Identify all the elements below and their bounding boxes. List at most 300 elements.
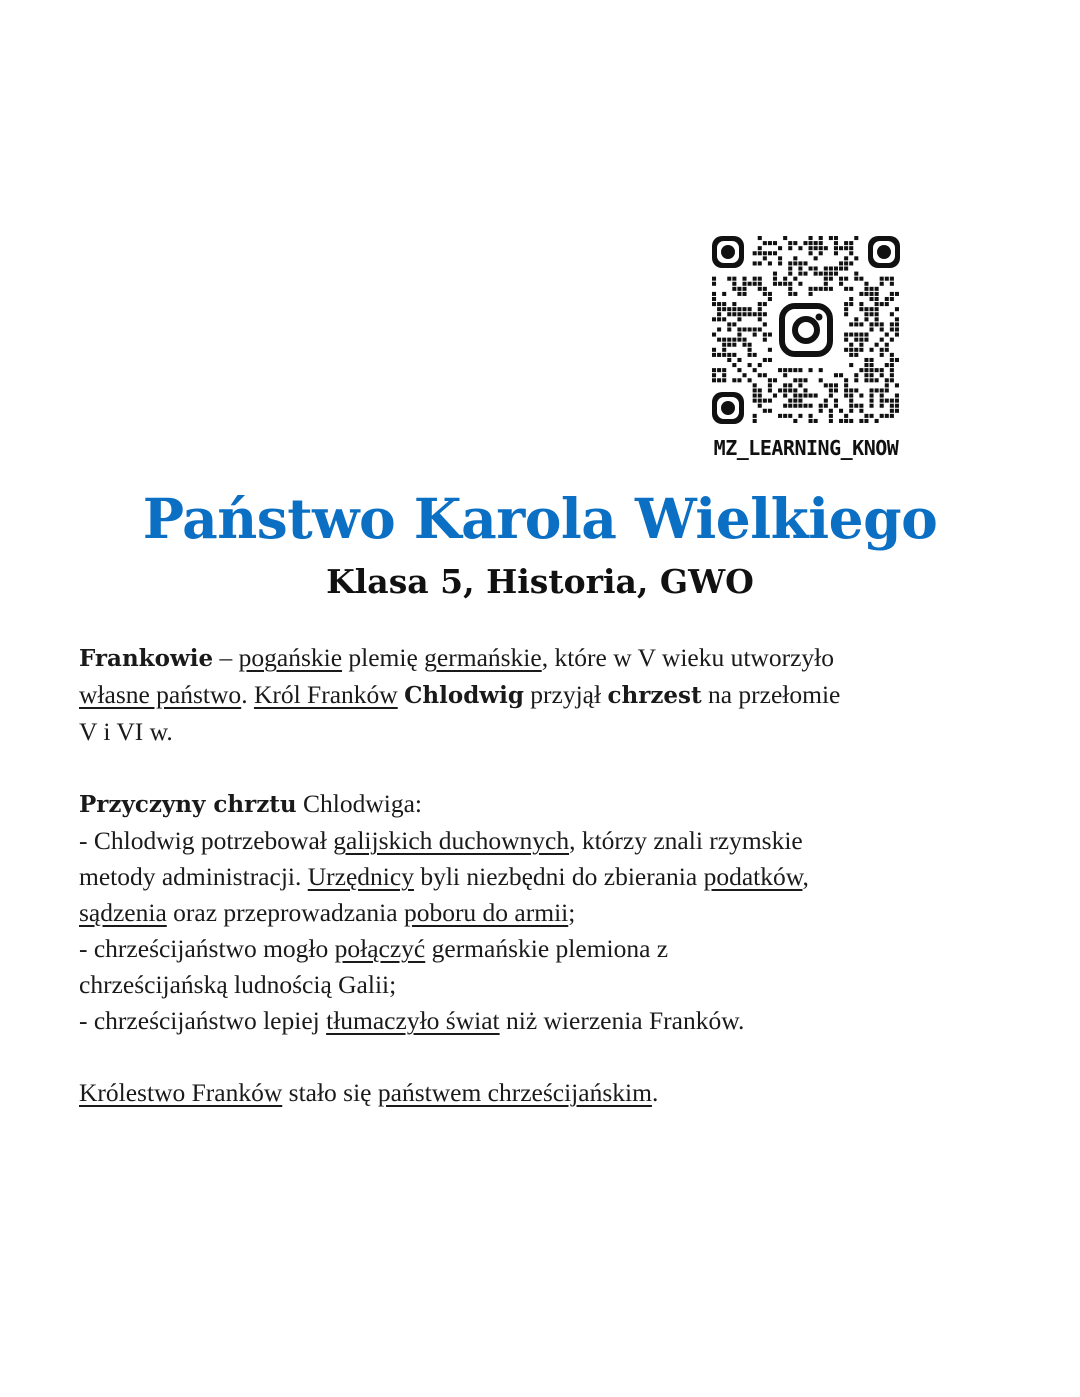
qr-module [778,246,782,250]
qr-module [880,348,884,352]
qr-module [870,297,874,301]
qr-module [895,307,899,311]
qr-module [798,261,802,265]
qr-module [742,373,746,377]
qr-module [880,327,884,331]
qr-module [859,343,863,347]
text: ; [568,898,576,927]
qr-module [834,272,838,276]
qr-module [849,251,853,255]
qr-module [834,373,838,377]
qr-module [712,277,716,281]
qr-module [890,327,894,331]
text: oraz przeprowadzania [166,898,404,927]
qr-module [793,378,797,382]
qr-module [793,404,797,408]
qr-module [788,388,792,392]
qr-module [809,394,813,398]
qr-module [778,414,782,418]
qr-module [819,241,823,245]
qr-module [788,292,792,296]
term-germanskie: germańskie [424,643,542,672]
qr-module [890,404,894,408]
qr-module [727,322,731,326]
qr-module [854,317,858,321]
qr-module [870,404,874,408]
qr-module [880,353,884,357]
qr-code-block [704,232,908,460]
qr-module [829,419,833,423]
qr-module [753,312,757,316]
qr-module [844,378,848,382]
qr-module [834,266,838,270]
qr-module [722,338,726,342]
qr-module [880,322,884,326]
qr-module [829,272,833,276]
qr-module [753,383,757,387]
qr-module [737,368,741,372]
qr-module [798,266,802,270]
qr-module [748,353,752,357]
qr-module [814,241,818,245]
text: . [241,680,254,709]
qr-module [829,414,833,418]
qr-module [717,327,721,331]
qr-module [875,312,879,316]
qr-module [773,282,777,286]
qr-module [788,261,792,265]
qr-module [849,348,853,352]
qr-module [829,388,833,392]
qr-module [798,282,802,286]
qr-module [753,399,757,403]
qr-module [834,404,838,408]
qr-module [798,378,802,382]
qr-module [727,338,731,342]
qr-module [870,363,874,367]
qr-module [854,353,858,357]
qr-module [748,307,752,311]
qr-module [844,419,848,423]
qr-module [712,368,716,372]
qr-module [864,307,868,311]
qr-module [722,292,726,296]
qr-module [758,246,762,250]
qr-module [875,343,879,347]
qr-module [875,378,879,382]
qr-module [890,322,894,326]
qr-module [854,277,858,281]
qr-module [844,333,848,337]
qr-module [793,292,797,296]
qr-module [880,368,884,372]
qr-module [849,322,853,326]
qr-module [864,358,868,362]
text: germańskie plemiona z [425,934,669,963]
qr-module [763,241,767,245]
qr-module [829,236,833,240]
qr-module [890,297,894,301]
qr-module [809,246,813,250]
qr-module [717,302,721,306]
qr-module [768,383,772,387]
qr-module [712,292,716,296]
qr-module [880,388,884,392]
qr-module [844,287,848,291]
qr-module [737,292,741,296]
qr-module [712,333,716,337]
qr-module [722,368,726,372]
finder-top-right [868,236,900,268]
text: byli niezbędni do zbierania [413,862,704,891]
qr-module [895,409,899,413]
qr-module [793,399,797,403]
qr-module [870,373,874,377]
qr-module [758,307,762,311]
instagram-qr-code[interactable] [708,232,904,428]
qr-module [732,338,736,342]
qr-module [798,272,802,276]
qr-module [875,368,879,372]
qr-module [778,368,782,372]
qr-module [885,414,889,418]
qr-module [890,358,894,362]
qr-module [890,338,894,342]
term-krolestwo-frankow: Królestwo Franków [79,1078,283,1107]
text: , którzy znali rzymskie [569,826,803,855]
qr-module [880,399,884,403]
qr-module [875,307,879,311]
qr-module [722,302,726,306]
qr-module [839,409,843,413]
qr-module [814,246,818,250]
qr-module [814,419,818,423]
qr-module [768,297,772,301]
qr-module [763,333,767,337]
qr-module [895,383,899,387]
qr-module [880,414,884,418]
qr-module [849,353,853,357]
qr-module [859,409,863,413]
qr-module [870,358,874,362]
qr-module [768,241,772,245]
qr-module [768,251,772,255]
qr-module [793,256,797,260]
qr-module [778,256,782,260]
term-podatkow: podatków [703,862,803,891]
qr-module [793,419,797,423]
qr-module [788,414,792,418]
qr-module [870,312,874,316]
qr-module [722,373,726,377]
qr-module [859,292,863,296]
qr-module [895,333,899,337]
qr-module [722,307,726,311]
qr-module [864,338,868,342]
qr-module [768,333,772,337]
qr-module [798,383,802,387]
qr-module [875,322,879,326]
qr-module [819,272,823,276]
qr-module [763,373,767,377]
qr-module [829,394,833,398]
qr-module [849,388,853,392]
qr-module [773,277,777,281]
qr-module [809,236,813,240]
paragraph-krolestwo [79,1075,1009,1111]
qr-module [748,363,752,367]
qr-module [783,368,787,372]
qr-module [849,246,853,250]
qr-module [859,368,863,372]
qr-module [763,322,767,326]
qr-module [788,368,792,372]
qr-module [727,307,731,311]
text: niż wierzenia Franków. [499,1006,745,1035]
qr-module [849,297,853,301]
term-panstwem-chrzescijanskim: państwem chrześcijańskim [377,1078,652,1107]
qr-module [859,333,863,337]
qr-module [737,378,741,382]
qr-module [859,394,863,398]
qr-module [783,277,787,281]
instagram-handle: MZ_LEARNING_KNOW [713,436,899,460]
qr-module [737,338,741,342]
qr-module [803,378,807,382]
qr-module [748,327,752,331]
qr-module [783,414,787,418]
qr-module [753,333,757,337]
qr-module [793,388,797,392]
qr-module [717,353,721,357]
spacer [79,750,1009,786]
text: , które w V wieku utworzyło [541,643,834,672]
qr-module [773,378,777,382]
qr-module [844,338,848,342]
qr-module [732,353,736,357]
qr-module [793,277,797,281]
qr-module [849,287,853,291]
text: . [651,1078,659,1107]
qr-module [732,302,736,306]
qr-module [854,373,858,377]
qr-module [824,246,828,250]
qr-module [844,312,848,316]
heading-przyczyny-chrztu: Przyczyny chrztu [79,791,297,818]
qr-module [803,261,807,265]
qr-module [870,388,874,392]
qr-module [727,358,731,362]
qr-module [844,277,848,281]
qr-module [864,373,868,377]
qr-module [834,241,838,245]
finder-bottom-left [712,392,744,424]
qr-module [737,312,741,316]
qr-module [783,373,787,377]
qr-module [824,266,828,270]
qr-module [758,287,762,291]
qr-module [778,261,782,265]
qr-module [742,338,746,342]
qr-module [712,373,716,377]
qr-module [819,368,823,372]
qr-module [798,394,802,398]
qr-module [834,236,838,240]
qr-module [798,414,802,418]
text: plemię [342,643,425,672]
qr-module [758,261,762,265]
qr-module [727,277,731,281]
qr-module [712,302,716,306]
qr-module [864,368,868,372]
qr-module [732,307,736,311]
qr-module [737,327,741,331]
qr-module [737,358,741,362]
term-frankowie: Frankowie [79,645,214,672]
qr-module [753,327,757,331]
qr-module [849,394,853,398]
qr-module [793,368,797,372]
qr-module [885,277,889,281]
qr-module [737,287,741,291]
qr-module [768,399,772,403]
qr-module [783,388,787,392]
qr-module [829,277,833,281]
qr-module [788,272,792,276]
qr-module [809,368,813,372]
qr-module [890,368,894,372]
term-tlumaczylo-swiat: tłumaczyło świat [326,1006,500,1035]
qr-module [753,353,757,357]
qr-module [742,292,746,296]
qr-module [758,277,762,281]
term-urzednicy: Urzędnicy [307,862,414,891]
paragraph-frankowie [79,640,1009,750]
qr-module [803,394,807,398]
qr-module [875,419,879,423]
qr-module [753,419,757,423]
qr-module [758,236,762,240]
qr-module [890,409,894,413]
qr-module [864,333,868,337]
qr-module [809,404,813,408]
qr-module [763,338,767,342]
qr-module [870,414,874,418]
qr-module [768,378,772,382]
qr-module [890,312,894,316]
qr-module [885,383,889,387]
term-wlasne-panstwo: własne państwo [79,680,242,709]
qr-module [885,388,889,392]
qr-module [864,287,868,291]
qr-module [788,404,792,408]
qr-module [844,246,848,250]
qr-module [824,272,828,276]
qr-module [753,282,757,286]
qr-module [793,394,797,398]
term-poganskie: pogańskie [238,643,343,672]
qr-module [880,277,884,281]
qr-module [890,277,894,281]
qr-module [732,282,736,286]
qr-module [753,251,757,255]
qr-module [890,292,894,296]
qr-module [834,399,838,403]
qr-module [895,394,899,398]
qr-module [870,292,874,296]
qr-module [753,388,757,392]
qr-module [742,287,746,291]
qr-module [829,287,833,291]
qr-module [758,373,762,377]
text: - chrześcijaństwo mogło [79,934,335,963]
qr-module [885,399,889,403]
qr-module [890,399,894,403]
qr-module [748,378,752,382]
qr-module [885,348,889,352]
qr-module [768,358,772,362]
paragraph-przyczyny [79,786,1009,1039]
qr-module [758,317,762,321]
text: V i VI w. [79,717,173,746]
qr-module [758,312,762,316]
text: - Chlodwig potrzebował [79,826,334,855]
qr-module [849,409,853,413]
qr-module [849,404,853,408]
qr-module [717,378,721,382]
qr-module [727,327,731,331]
qr-module [773,394,777,398]
qr-module [880,282,884,286]
qr-module [814,272,818,276]
qr-module [717,338,721,342]
spacer [79,1039,1009,1075]
qr-module [814,256,818,260]
qr-module [732,363,736,367]
qr-module [712,378,716,382]
qr-module [839,246,843,250]
qr-module [824,287,828,291]
qr-module [742,277,746,281]
qr-module [870,368,874,372]
qr-module [788,241,792,245]
qr-module [798,368,802,372]
qr-module [895,292,899,296]
qr-module [809,419,813,423]
qr-module [803,241,807,245]
qr-module [819,404,823,408]
qr-module [758,363,762,367]
qr-module [748,348,752,352]
qr-module [859,302,863,306]
text: , [802,862,809,891]
instagram-icon [776,300,836,360]
qr-module [875,287,879,291]
qr-module [819,251,823,255]
qr-module [854,338,858,342]
text: przyjął [523,680,608,709]
qr-module [763,399,767,403]
qr-module [870,287,874,291]
qr-module [844,266,848,270]
qr-module [819,378,823,382]
qr-module [783,236,787,240]
qr-module [829,266,833,270]
qr-module [753,277,757,281]
qr-module [748,282,752,286]
qr-module [768,292,772,296]
qr-module [809,266,813,270]
